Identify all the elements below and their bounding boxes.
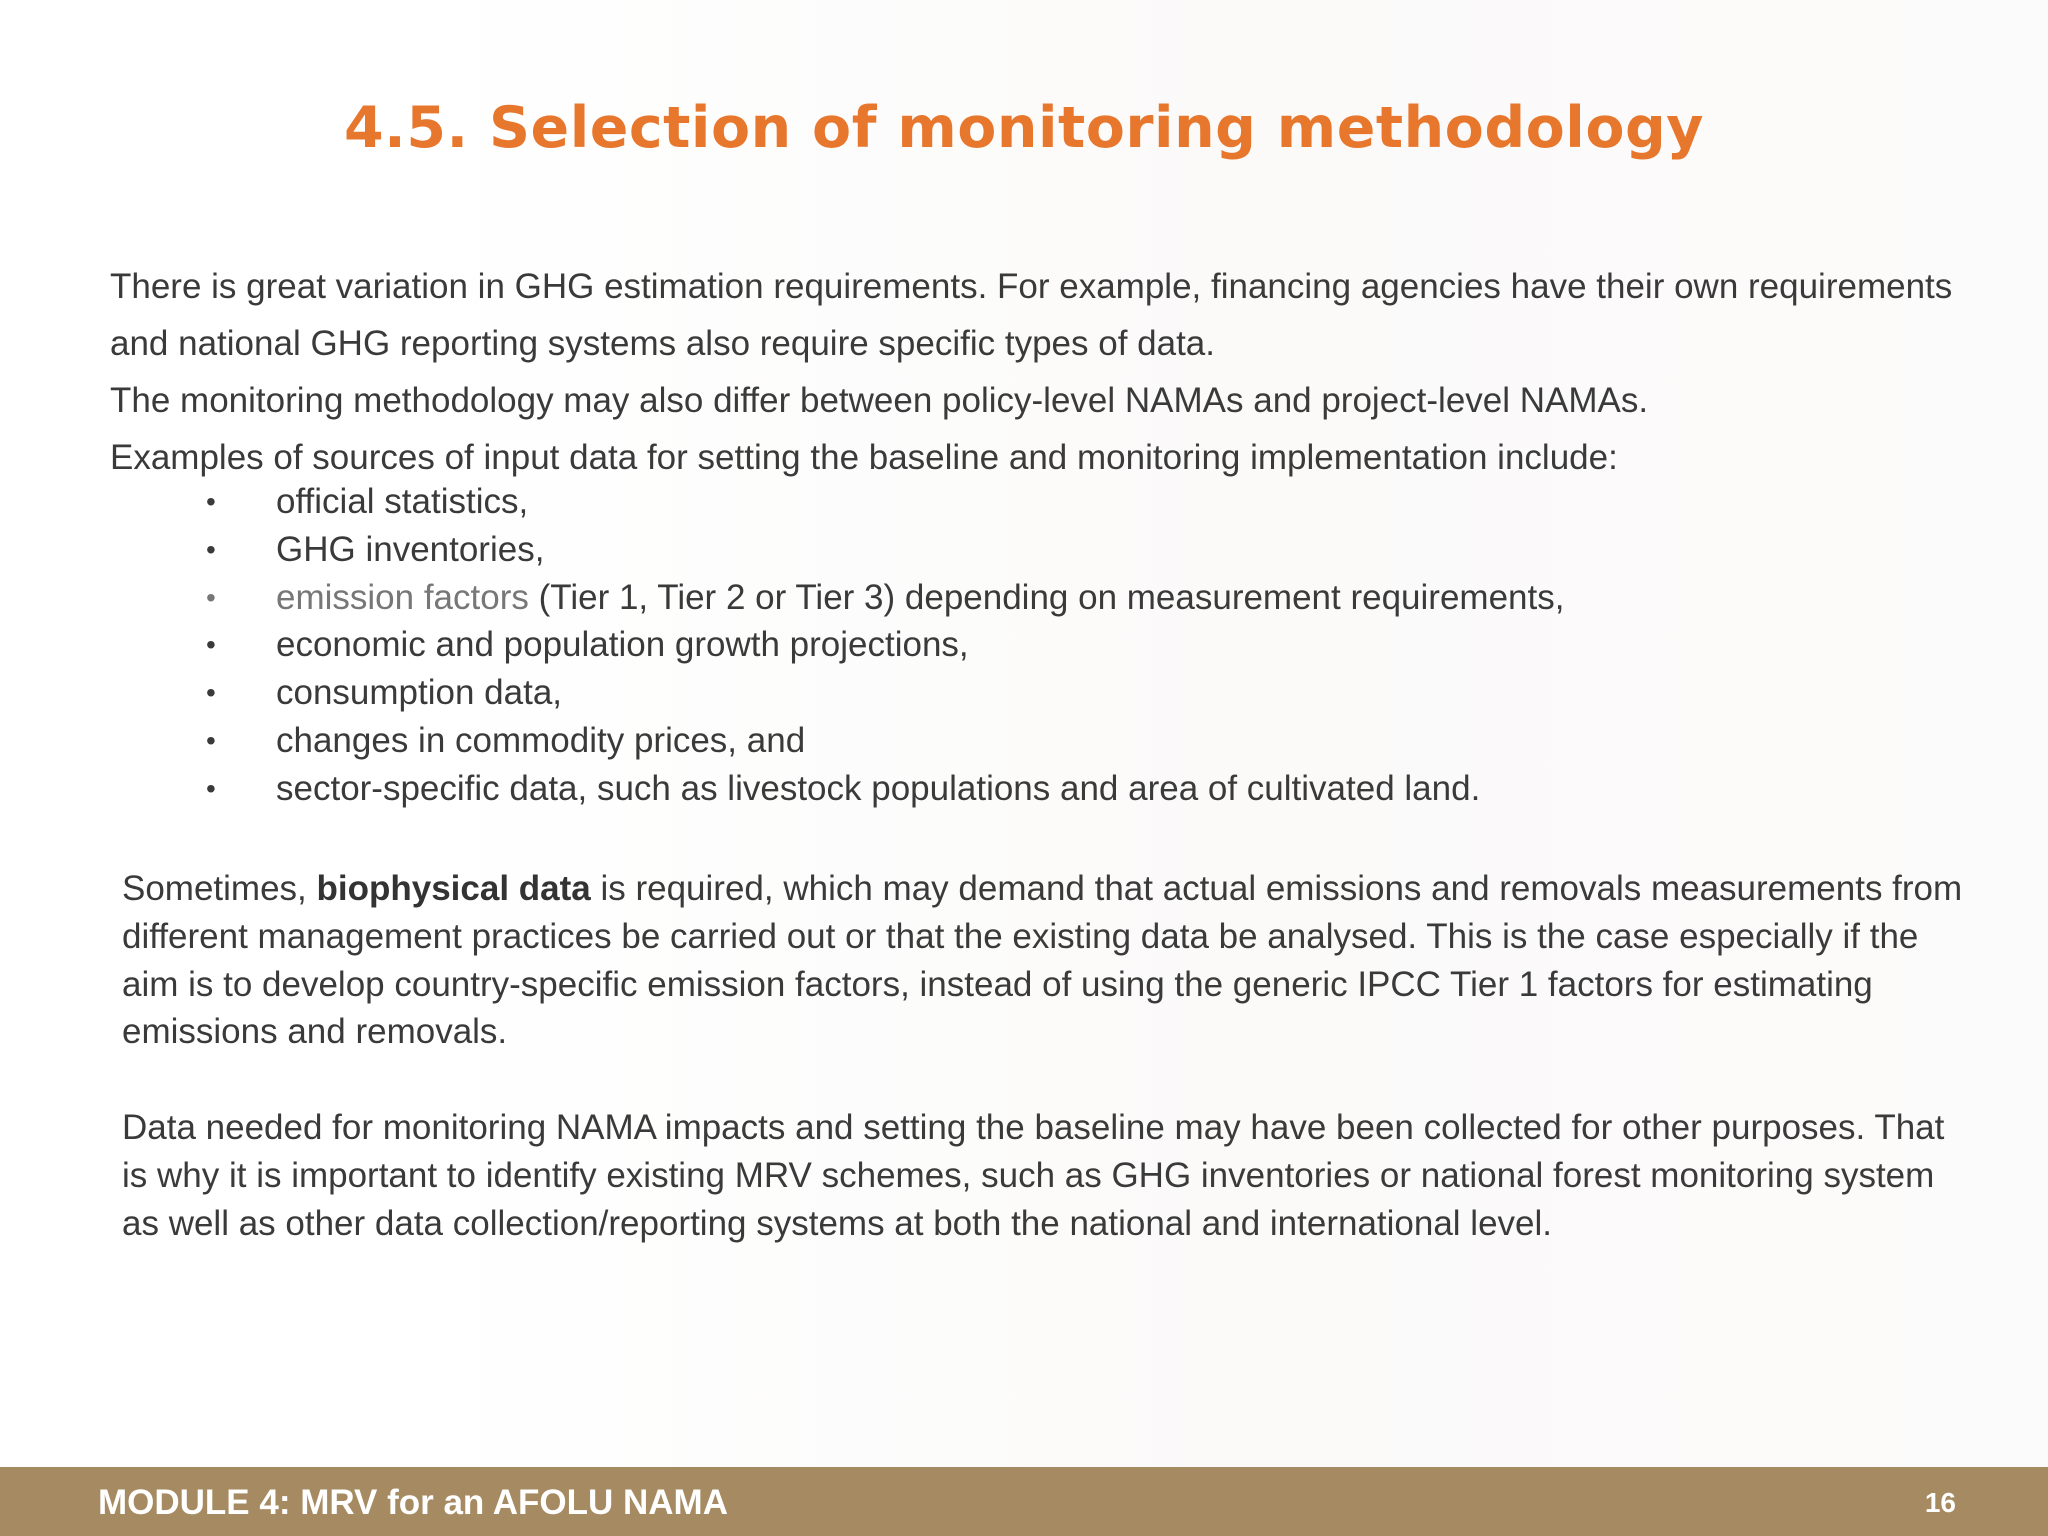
paragraph-text: is required, which may demand that actual emissions and removals measurements from different management practices be carried out or that the existing data be analysed. This is the case especially if the aim is to develop country-specific emission factors, instead of using the generic IPCC Tier 1 factors for estimating emissions and removals.: [122, 869, 1963, 1052]
bullet-icon: •: [206, 581, 216, 613]
bullet-icon: •: [206, 724, 216, 756]
list-item-text: changes in commodity prices, and: [276, 720, 806, 760]
biophysical-data-term: biophysical data: [316, 869, 591, 908]
bullet-icon: •: [206, 772, 216, 804]
footer-bar: [0, 1467, 2048, 1536]
intro-line-1: There is great variation in GHG estimation requirements. For example, financing agencies have their own requirements and national GHG reporting systems also require specific types of data.: [110, 267, 1953, 363]
intro-text: [110, 258, 1970, 486]
list-item: [200, 478, 1960, 526]
list-item-text: economic and population growth projections,: [276, 625, 969, 665]
list-item-text: official statistics,: [276, 482, 529, 521]
bullet-icon: •: [206, 677, 216, 709]
list-item: [200, 574, 1960, 622]
page-number: 16: [1924, 1487, 1956, 1518]
list-item: [200, 669, 1960, 717]
list-item: [200, 765, 1960, 813]
intro-line-2: The monitoring methodology may also differ between policy-level NAMAs and project-level NAMAs.: [110, 381, 1649, 420]
bullet-icon: •: [206, 486, 216, 517]
list-item: [200, 621, 1960, 669]
list-item: [200, 526, 1960, 574]
module-title: MODULE 4: MRV for an AFOLU NAMA: [98, 1483, 728, 1522]
data-sources-list: [200, 478, 1960, 813]
list-item: [200, 717, 1960, 765]
paragraph-prefix: Sometimes,: [122, 869, 317, 908]
slide-title: 4.5. Selection of monitoring methodology: [344, 95, 1704, 161]
list-item-text: (Tier 1, Tier 2 or Tier 3) depending on measurement requirements,: [528, 577, 1565, 617]
bullet-icon: •: [206, 629, 216, 661]
existing-data-paragraph: Data needed for monitoring NAMA impacts and setting the baseline may have been collected for other purposes. That is why it is important to identify existing MRV schemes, such as GHG inventories or national forest monitoring system as well as other data collection/reporting systems at both the national and international level.: [122, 1108, 1945, 1243]
list-item-text: consumption data,: [276, 673, 563, 713]
intro-line-3: Examples of sources of input data for setting the baseline and monitoring implementation include:: [110, 438, 1618, 477]
biophysical-paragraph: [122, 865, 1972, 1056]
emission-factors-term: emission factors: [276, 577, 529, 617]
list-item-text: sector-specific data, such as livestock populations and area of cultivated land.: [276, 768, 1481, 808]
list-item-text: GHG inventories,: [276, 529, 545, 569]
bullet-icon: •: [206, 533, 216, 565]
